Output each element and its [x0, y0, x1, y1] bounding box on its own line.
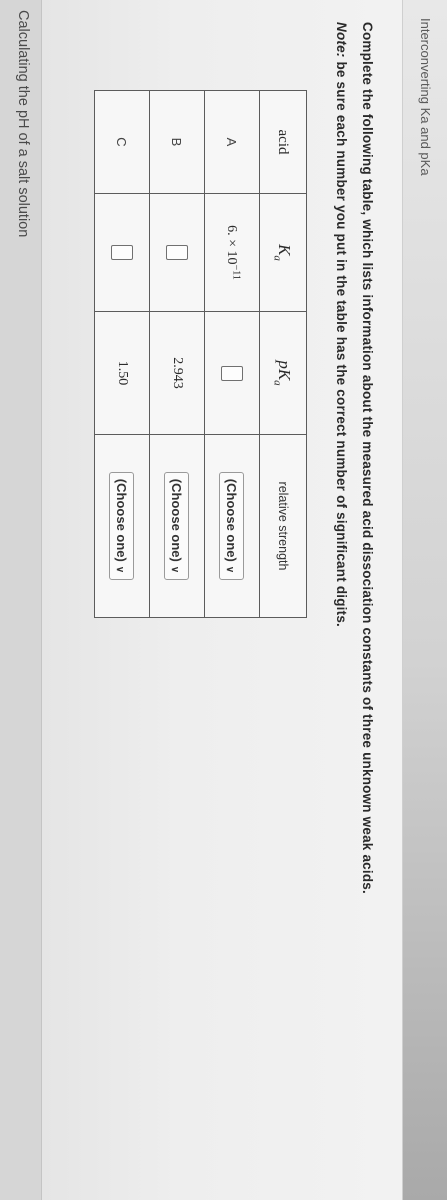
relative-strength-select-a[interactable]: [220, 472, 245, 580]
pka-cell-a: [205, 312, 260, 435]
acid-data-table: [94, 90, 307, 618]
header-relative-strength: relative strength: [260, 435, 307, 618]
select-label-c: (Choose one): [114, 478, 130, 562]
chevron-down-icon: ∨: [224, 565, 236, 574]
header-ka-symbol: K: [275, 244, 295, 256]
table-row-c: [95, 91, 150, 618]
ka-input-c[interactable]: [111, 245, 133, 260]
pka-value-c: 1.50: [95, 312, 150, 435]
header-acid: acid: [260, 91, 307, 194]
note-body: be sure each number you put in the table has the correct number of significant digits.: [334, 57, 349, 627]
select-label-b: (Choose one): [169, 478, 185, 562]
relative-strength-select-b[interactable]: [165, 472, 190, 580]
relative-strength-select-c[interactable]: [110, 472, 135, 580]
ka-exponent-a: −11: [230, 264, 242, 280]
ka-value-a: [205, 194, 260, 312]
header-pka-subscript: a: [271, 380, 284, 386]
next-section-header[interactable]: [0, 0, 42, 1200]
acid-label-c: C: [95, 91, 150, 194]
pka-value-b: 2.943: [150, 312, 205, 435]
chevron-down-icon: ∨: [114, 565, 126, 574]
section-title: Interconverting Ka and pKa: [418, 18, 433, 176]
acid-label-b: B: [150, 91, 205, 194]
note-label: Note:: [334, 22, 349, 58]
select-label-a: (Choose one): [224, 478, 240, 562]
strength-cell-c: [95, 435, 150, 618]
table-header-row: [260, 91, 307, 618]
pka-input-a[interactable]: [221, 366, 243, 381]
table-row-b: [150, 91, 205, 618]
ka-cell-c: [95, 194, 150, 312]
table-row-a: [205, 91, 260, 618]
chevron-down-icon: ∨: [169, 565, 181, 574]
header-pka-symbol: pK: [275, 360, 295, 381]
strength-cell-a: [205, 435, 260, 618]
ka-cell-b: [150, 194, 205, 312]
header-ka: [260, 194, 307, 312]
header-pka: [260, 312, 307, 435]
ka-mantissa-a: 6. × 10: [223, 225, 239, 265]
header-ka-subscript: a: [271, 255, 284, 261]
ka-input-b[interactable]: [166, 245, 188, 260]
note-text: [334, 22, 349, 1182]
acid-label-a: A: [205, 91, 260, 194]
strength-cell-b: [150, 435, 205, 618]
section-header: [402, 0, 447, 1200]
instructions-text: Complete the following table, which lists information about the measured acid dissociation constants of three unknown weak acids.: [360, 22, 375, 894]
ka-value-a-text: [223, 225, 242, 280]
next-section-title: Calculating the pH of a salt solution: [15, 10, 31, 238]
